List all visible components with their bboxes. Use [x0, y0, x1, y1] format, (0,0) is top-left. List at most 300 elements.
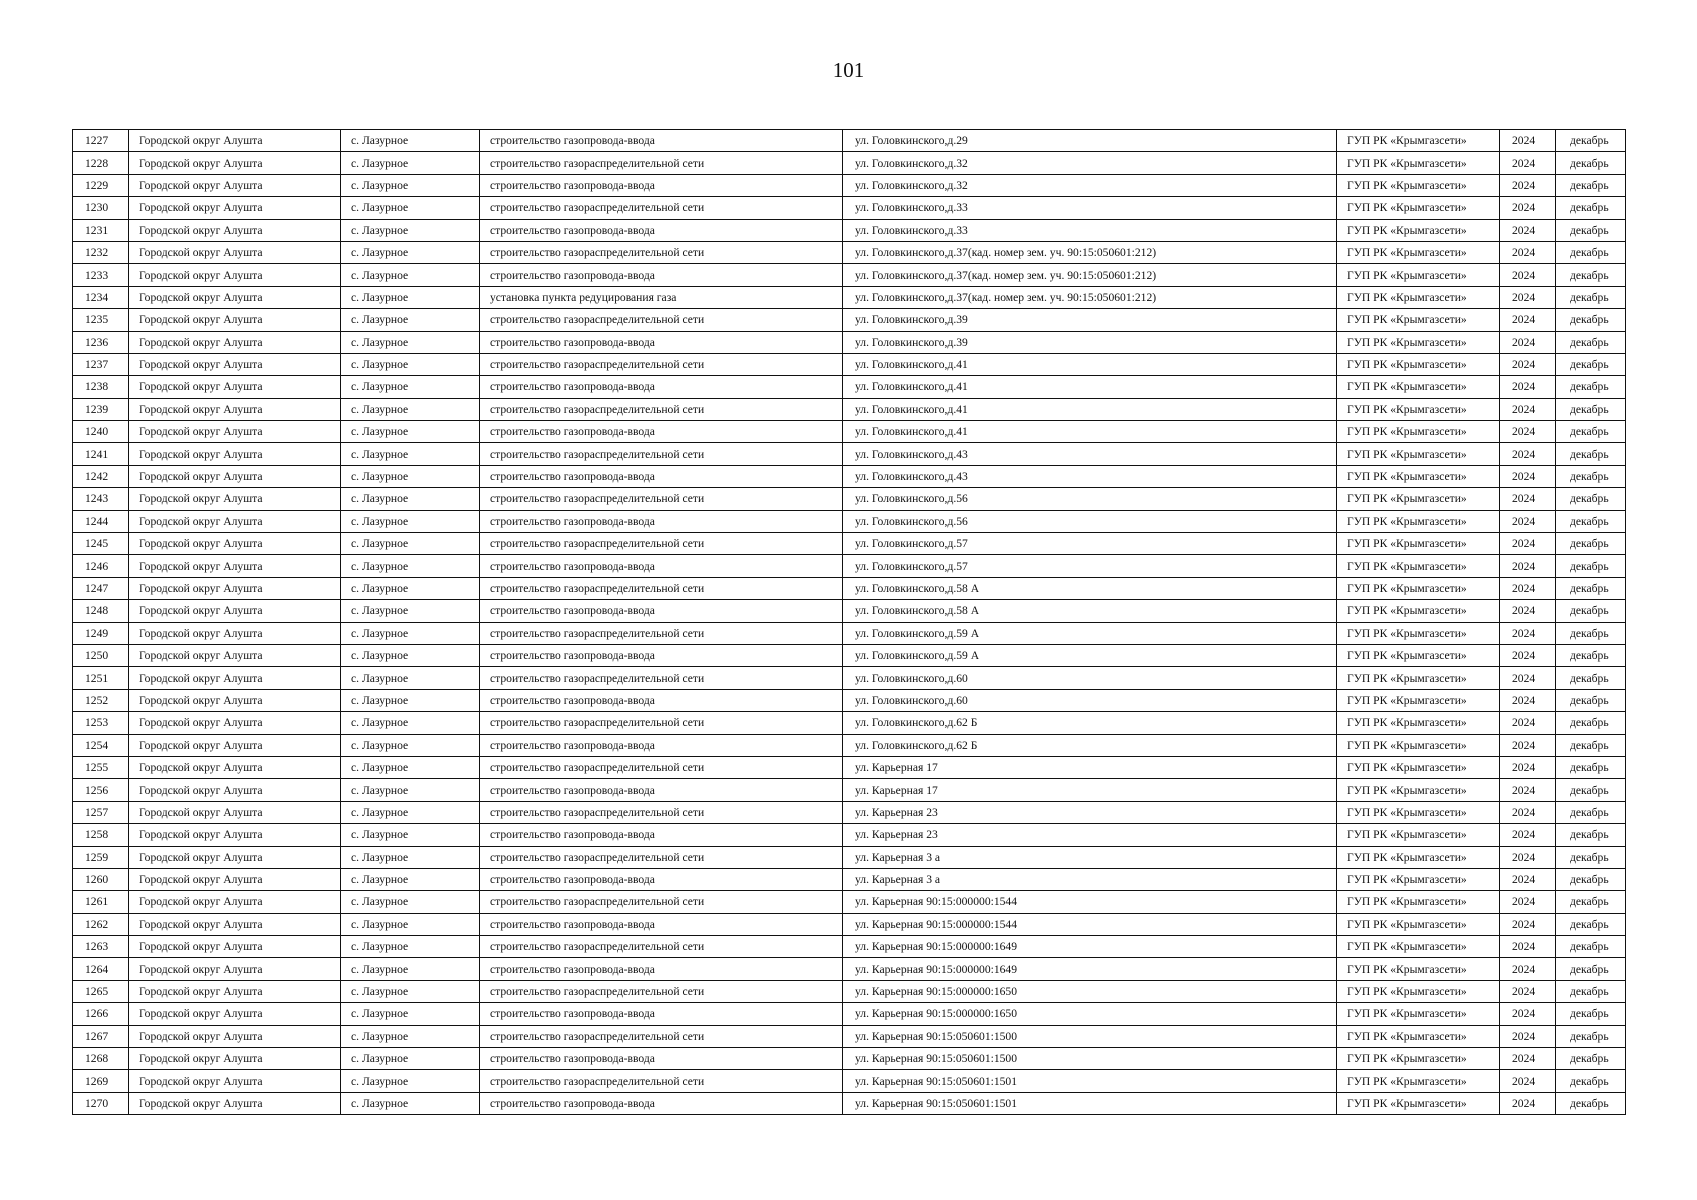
cell-row-number: 1231 [73, 219, 129, 241]
cell-year: 2024 [1500, 331, 1556, 353]
table-row [73, 331, 1626, 353]
cell-row-number: 1254 [73, 734, 129, 756]
cell-address: ул. Головкинского,д.32 [843, 174, 1337, 196]
cell-settlement: с. Лазурное [341, 868, 480, 890]
cell-row-number: 1265 [73, 980, 129, 1002]
cell-address: ул. Карьерная 90:15:050601:1501 [843, 1070, 1337, 1092]
cell-year: 2024 [1500, 264, 1556, 286]
cell-year: 2024 [1500, 152, 1556, 174]
cell-settlement: с. Лазурное [341, 667, 480, 689]
cell-work-type: установка пункта редуцирования газа [480, 286, 843, 308]
cell-year: 2024 [1500, 891, 1556, 913]
cell-settlement: с. Лазурное [341, 824, 480, 846]
cell-row-number: 1255 [73, 756, 129, 778]
cell-address: ул. Головкинского,д.58 А [843, 577, 1337, 599]
cell-work-type: строительство газораспределительной сети [480, 353, 843, 375]
cell-municipality: Городской округ Алушта [129, 958, 341, 980]
cell-organization: ГУП РК «Крымгазсети» [1337, 1025, 1500, 1047]
cell-month: декабрь [1556, 891, 1626, 913]
cell-row-number: 1251 [73, 667, 129, 689]
cell-row-number: 1230 [73, 197, 129, 219]
cell-row-number: 1240 [73, 421, 129, 443]
cell-month: декабрь [1556, 510, 1626, 532]
cell-settlement: с. Лазурное [341, 465, 480, 487]
cell-work-type: строительство газораспределительной сети [480, 488, 843, 510]
table-row [73, 1025, 1626, 1047]
cell-work-type: строительство газораспределительной сети [480, 1025, 843, 1047]
table-row [73, 286, 1626, 308]
cell-settlement: с. Лазурное [341, 1003, 480, 1025]
cell-month: декабрь [1556, 309, 1626, 331]
cell-address: ул. Головкинского,д.41 [843, 421, 1337, 443]
cell-year: 2024 [1500, 913, 1556, 935]
cell-year: 2024 [1500, 756, 1556, 778]
cell-work-type: строительство газораспределительной сети [480, 622, 843, 644]
cell-address: ул. Карьерная 90:15:050601:1500 [843, 1025, 1337, 1047]
cell-work-type: строительство газораспределительной сети [480, 152, 843, 174]
cell-month: декабрь [1556, 1070, 1626, 1092]
cell-settlement: с. Лазурное [341, 622, 480, 644]
cell-row-number: 1270 [73, 1092, 129, 1114]
cell-municipality: Городской округ Алушта [129, 1048, 341, 1070]
cell-organization: ГУП РК «Крымгазсети» [1337, 712, 1500, 734]
cell-row-number: 1247 [73, 577, 129, 599]
cell-settlement: с. Лазурное [341, 846, 480, 868]
cell-year: 2024 [1500, 309, 1556, 331]
cell-month: декабрь [1556, 868, 1626, 890]
cell-work-type: строительство газопровода-ввода [480, 689, 843, 711]
cell-year: 2024 [1500, 622, 1556, 644]
cell-year: 2024 [1500, 1025, 1556, 1047]
cell-year: 2024 [1500, 779, 1556, 801]
cell-address: ул. Карьерная 90:15:000000:1650 [843, 1003, 1337, 1025]
cell-year: 2024 [1500, 936, 1556, 958]
cell-month: декабрь [1556, 421, 1626, 443]
cell-row-number: 1238 [73, 376, 129, 398]
cell-settlement: с. Лазурное [341, 577, 480, 599]
table-row [73, 130, 1626, 152]
cell-organization: ГУП РК «Крымгазсети» [1337, 846, 1500, 868]
cell-work-type: строительство газораспределительной сети [480, 309, 843, 331]
cell-row-number: 1269 [73, 1070, 129, 1092]
cell-month: декабрь [1556, 1025, 1626, 1047]
cell-address: ул. Карьерная 90:15:050601:1501 [843, 1092, 1337, 1114]
table-row [73, 868, 1626, 890]
table-row [73, 309, 1626, 331]
cell-work-type: строительство газопровода-ввода [480, 510, 843, 532]
cell-settlement: с. Лазурное [341, 241, 480, 263]
cell-work-type: строительство газопровода-ввода [480, 421, 843, 443]
cell-municipality: Городской округ Алушта [129, 398, 341, 420]
cell-year: 2024 [1500, 712, 1556, 734]
table-row [73, 152, 1626, 174]
table-row [73, 219, 1626, 241]
cell-address: ул. Карьерная 23 [843, 824, 1337, 846]
table-row [73, 622, 1626, 644]
cell-address: ул. Головкинского,д.39 [843, 331, 1337, 353]
cell-address: ул. Головкинского,д.60 [843, 689, 1337, 711]
cell-row-number: 1245 [73, 533, 129, 555]
table-row [73, 936, 1626, 958]
cell-organization: ГУП РК «Крымгазсети» [1337, 779, 1500, 801]
cell-municipality: Городской округ Алушта [129, 533, 341, 555]
cell-year: 2024 [1500, 353, 1556, 375]
cell-settlement: с. Лазурное [341, 533, 480, 555]
cell-month: декабрь [1556, 353, 1626, 375]
cell-year: 2024 [1500, 219, 1556, 241]
cell-municipality: Городской округ Алушта [129, 219, 341, 241]
cell-municipality: Городской округ Алушта [129, 667, 341, 689]
cell-month: декабрь [1556, 130, 1626, 152]
cell-work-type: строительство газопровода-ввода [480, 779, 843, 801]
cell-settlement: с. Лазурное [341, 936, 480, 958]
cell-work-type: строительство газопровода-ввода [480, 264, 843, 286]
cell-work-type: строительство газораспределительной сети [480, 577, 843, 599]
cell-row-number: 1233 [73, 264, 129, 286]
cell-address: ул. Карьерная 17 [843, 756, 1337, 778]
cell-organization: ГУП РК «Крымгазсети» [1337, 286, 1500, 308]
cell-year: 2024 [1500, 555, 1556, 577]
table-row [73, 577, 1626, 599]
table-row [73, 533, 1626, 555]
cell-month: декабрь [1556, 1092, 1626, 1114]
cell-settlement: с. Лазурное [341, 734, 480, 756]
cell-work-type: строительство газораспределительной сети [480, 712, 843, 734]
cell-address: ул. Головкинского,д.41 [843, 398, 1337, 420]
cell-municipality: Городской округ Алушта [129, 197, 341, 219]
cell-organization: ГУП РК «Крымгазсети» [1337, 130, 1500, 152]
cell-settlement: с. Лазурное [341, 689, 480, 711]
cell-address: ул. Карьерная 23 [843, 801, 1337, 823]
cell-month: декабрь [1556, 644, 1626, 666]
cell-settlement: с. Лазурное [341, 130, 480, 152]
cell-settlement: с. Лазурное [341, 264, 480, 286]
cell-municipality: Городской округ Алушта [129, 936, 341, 958]
cell-municipality: Городской округ Алушта [129, 600, 341, 622]
cell-address: ул. Головкинского,д.41 [843, 353, 1337, 375]
cell-municipality: Городской округ Алушта [129, 130, 341, 152]
cell-year: 2024 [1500, 465, 1556, 487]
table-row [73, 398, 1626, 420]
cell-organization: ГУП РК «Крымгазсети» [1337, 555, 1500, 577]
cell-year: 2024 [1500, 577, 1556, 599]
cell-address: ул. Головкинского,д.62 Б [843, 734, 1337, 756]
cell-municipality: Городской округ Алушта [129, 824, 341, 846]
cell-row-number: 1262 [73, 913, 129, 935]
cell-organization: ГУП РК «Крымгазсети» [1337, 756, 1500, 778]
cell-address: ул. Головкинского,д.59 А [843, 622, 1337, 644]
cell-month: декабрь [1556, 913, 1626, 935]
cell-municipality: Городской округ Алушта [129, 465, 341, 487]
cell-municipality: Городской округ Алушта [129, 801, 341, 823]
cell-address: ул. Головкинского,д.58 А [843, 600, 1337, 622]
cell-organization: ГУП РК «Крымгазсети» [1337, 488, 1500, 510]
cell-work-type: строительство газопровода-ввода [480, 913, 843, 935]
cell-municipality: Городской округ Алушта [129, 152, 341, 174]
cell-settlement: с. Лазурное [341, 1025, 480, 1047]
cell-row-number: 1256 [73, 779, 129, 801]
cell-work-type: строительство газопровода-ввода [480, 1048, 843, 1070]
cell-organization: ГУП РК «Крымгазсети» [1337, 1048, 1500, 1070]
cell-organization: ГУП РК «Крымгазсети» [1337, 421, 1500, 443]
cell-row-number: 1264 [73, 958, 129, 980]
cell-month: декабрь [1556, 667, 1626, 689]
cell-work-type: строительство газораспределительной сети [480, 398, 843, 420]
cell-work-type: строительство газораспределительной сети [480, 756, 843, 778]
cell-month: декабрь [1556, 465, 1626, 487]
cell-month: декабрь [1556, 443, 1626, 465]
cell-year: 2024 [1500, 130, 1556, 152]
cell-year: 2024 [1500, 667, 1556, 689]
cell-address: ул. Головкинского,д.56 [843, 510, 1337, 532]
cell-work-type: строительство газораспределительной сети [480, 801, 843, 823]
cell-month: декабрь [1556, 264, 1626, 286]
cell-work-type: строительство газопровода-ввода [480, 376, 843, 398]
cell-organization: ГУП РК «Крымгазсети» [1337, 465, 1500, 487]
cell-municipality: Городской округ Алушта [129, 264, 341, 286]
cell-address: ул. Карьерная 90:15:000000:1544 [843, 891, 1337, 913]
cell-settlement: с. Лазурное [341, 779, 480, 801]
table-row [73, 600, 1626, 622]
cell-month: декабрь [1556, 846, 1626, 868]
cell-year: 2024 [1500, 644, 1556, 666]
cell-row-number: 1248 [73, 600, 129, 622]
cell-settlement: с. Лазурное [341, 555, 480, 577]
table-row [73, 644, 1626, 666]
cell-municipality: Городской округ Алушта [129, 846, 341, 868]
cell-year: 2024 [1500, 443, 1556, 465]
cell-settlement: с. Лазурное [341, 421, 480, 443]
cell-municipality: Городской округ Алушта [129, 980, 341, 1002]
cell-settlement: с. Лазурное [341, 913, 480, 935]
cell-municipality: Городской округ Алушта [129, 331, 341, 353]
cell-row-number: 1268 [73, 1048, 129, 1070]
cell-row-number: 1237 [73, 353, 129, 375]
cell-row-number: 1259 [73, 846, 129, 868]
cell-work-type: строительство газопровода-ввода [480, 868, 843, 890]
cell-address: ул. Головкинского,д.56 [843, 488, 1337, 510]
cell-month: декабрь [1556, 958, 1626, 980]
cell-organization: ГУП РК «Крымгазсети» [1337, 824, 1500, 846]
table-row [73, 712, 1626, 734]
cell-row-number: 1249 [73, 622, 129, 644]
table-row [73, 1003, 1626, 1025]
cell-year: 2024 [1500, 980, 1556, 1002]
cell-row-number: 1227 [73, 130, 129, 152]
cell-settlement: с. Лазурное [341, 958, 480, 980]
cell-organization: ГУП РК «Крымгазсети» [1337, 734, 1500, 756]
cell-municipality: Городской округ Алушта [129, 577, 341, 599]
cell-month: декабрь [1556, 824, 1626, 846]
cell-month: декабрь [1556, 1003, 1626, 1025]
cell-month: декабрь [1556, 980, 1626, 1002]
cell-municipality: Городской округ Алушта [129, 1070, 341, 1092]
cell-settlement: с. Лазурное [341, 1070, 480, 1092]
cell-year: 2024 [1500, 1070, 1556, 1092]
cell-row-number: 1263 [73, 936, 129, 958]
cell-month: декабрь [1556, 756, 1626, 778]
cell-year: 2024 [1500, 488, 1556, 510]
cell-organization: ГУП РК «Крымгазсети» [1337, 398, 1500, 420]
cell-organization: ГУП РК «Крымгазсети» [1337, 980, 1500, 1002]
cell-organization: ГУП РК «Крымгазсети» [1337, 600, 1500, 622]
cell-work-type: строительство газопровода-ввода [480, 219, 843, 241]
cell-year: 2024 [1500, 510, 1556, 532]
cell-organization: ГУП РК «Крымгазсети» [1337, 1003, 1500, 1025]
cell-row-number: 1241 [73, 443, 129, 465]
table-row [73, 241, 1626, 263]
cell-work-type: строительство газопровода-ввода [480, 824, 843, 846]
table-row [73, 824, 1626, 846]
cell-organization: ГУП РК «Крымгазсети» [1337, 913, 1500, 935]
table-row [73, 264, 1626, 286]
cell-year: 2024 [1500, 398, 1556, 420]
cell-month: декабрь [1556, 241, 1626, 263]
cell-row-number: 1244 [73, 510, 129, 532]
cell-month: декабрь [1556, 779, 1626, 801]
cell-organization: ГУП РК «Крымгазсети» [1337, 510, 1500, 532]
cell-address: ул. Карьерная 3 а [843, 868, 1337, 890]
cell-year: 2024 [1500, 197, 1556, 219]
cell-organization: ГУП РК «Крымгазсети» [1337, 577, 1500, 599]
cell-address: ул. Головкинского,д.57 [843, 533, 1337, 555]
cell-row-number: 1257 [73, 801, 129, 823]
cell-municipality: Городской округ Алушта [129, 689, 341, 711]
cell-row-number: 1232 [73, 241, 129, 263]
cell-settlement: с. Лазурное [341, 353, 480, 375]
table-row [73, 197, 1626, 219]
cell-month: декабрь [1556, 577, 1626, 599]
cell-address: ул. Карьерная 90:15:000000:1650 [843, 980, 1337, 1002]
cell-work-type: строительство газораспределительной сети [480, 241, 843, 263]
cell-organization: ГУП РК «Крымгазсети» [1337, 264, 1500, 286]
table-body [73, 130, 1626, 1115]
page-number: 101 [832, 58, 865, 82]
cell-address: ул. Головкинского,д.37(кад. номер зем. уч. 90:15:050601:212) [843, 286, 1337, 308]
cell-municipality: Городской округ Алушта [129, 712, 341, 734]
cell-row-number: 1239 [73, 398, 129, 420]
cell-municipality: Городской округ Алушта [129, 286, 341, 308]
cell-settlement: с. Лазурное [341, 1048, 480, 1070]
cell-address: ул. Карьерная 90:15:000000:1544 [843, 913, 1337, 935]
cell-year: 2024 [1500, 1003, 1556, 1025]
cell-settlement: с. Лазурное [341, 331, 480, 353]
cell-municipality: Городской округ Алушта [129, 734, 341, 756]
cell-municipality: Городской округ Алушта [129, 510, 341, 532]
cell-municipality: Городской округ Алушта [129, 1025, 341, 1047]
cell-month: декабрь [1556, 398, 1626, 420]
cell-row-number: 1229 [73, 174, 129, 196]
table-row [73, 174, 1626, 196]
cell-address: ул. Головкинского,д.59 А [843, 644, 1337, 666]
table-row [73, 555, 1626, 577]
cell-organization: ГУП РК «Крымгазсети» [1337, 174, 1500, 196]
cell-year: 2024 [1500, 1048, 1556, 1070]
table-row [73, 689, 1626, 711]
cell-year: 2024 [1500, 1092, 1556, 1114]
cell-settlement: с. Лазурное [341, 152, 480, 174]
table-row [73, 667, 1626, 689]
gas-works-table [72, 129, 1626, 1115]
cell-row-number: 1266 [73, 1003, 129, 1025]
cell-year: 2024 [1500, 868, 1556, 890]
cell-organization: ГУП РК «Крымгазсети» [1337, 891, 1500, 913]
cell-year: 2024 [1500, 174, 1556, 196]
cell-municipality: Городской округ Алушта [129, 443, 341, 465]
cell-settlement: с. Лазурное [341, 443, 480, 465]
cell-municipality: Городской округ Алушта [129, 555, 341, 577]
cell-year: 2024 [1500, 801, 1556, 823]
cell-month: декабрь [1556, 197, 1626, 219]
cell-municipality: Городской округ Алушта [129, 421, 341, 443]
cell-settlement: с. Лазурное [341, 309, 480, 331]
cell-month: декабрь [1556, 600, 1626, 622]
cell-organization: ГУП РК «Крымгазсети» [1337, 622, 1500, 644]
cell-month: декабрь [1556, 286, 1626, 308]
cell-organization: ГУП РК «Крымгазсети» [1337, 801, 1500, 823]
table-row [73, 734, 1626, 756]
cell-year: 2024 [1500, 824, 1556, 846]
cell-address: ул. Головкинского,д.32 [843, 152, 1337, 174]
cell-address: ул. Карьерная 90:15:000000:1649 [843, 936, 1337, 958]
cell-year: 2024 [1500, 600, 1556, 622]
cell-address: ул. Карьерная 90:15:050601:1500 [843, 1048, 1337, 1070]
cell-settlement: с. Лазурное [341, 756, 480, 778]
cell-row-number: 1236 [73, 331, 129, 353]
cell-address: ул. Головкинского,д.33 [843, 197, 1337, 219]
cell-municipality: Городской округ Алушта [129, 913, 341, 935]
cell-organization: ГУП РК «Крымгазсети» [1337, 219, 1500, 241]
cell-month: декабрь [1556, 622, 1626, 644]
cell-municipality: Городской округ Алушта [129, 174, 341, 196]
cell-work-type: строительство газопровода-ввода [480, 1092, 843, 1114]
cell-settlement: с. Лазурное [341, 801, 480, 823]
cell-work-type: строительство газораспределительной сети [480, 980, 843, 1002]
cell-month: декабрь [1556, 1048, 1626, 1070]
table-row [73, 488, 1626, 510]
cell-row-number: 1228 [73, 152, 129, 174]
cell-organization: ГУП РК «Крымгазсети» [1337, 1070, 1500, 1092]
table-row [73, 353, 1626, 375]
cell-month: декабрь [1556, 219, 1626, 241]
cell-settlement: с. Лазурное [341, 891, 480, 913]
table-row [73, 779, 1626, 801]
cell-work-type: строительство газопровода-ввода [480, 1003, 843, 1025]
cell-year: 2024 [1500, 689, 1556, 711]
cell-municipality: Городской округ Алушта [129, 756, 341, 778]
cell-row-number: 1252 [73, 689, 129, 711]
cell-row-number: 1253 [73, 712, 129, 734]
cell-month: декабрь [1556, 734, 1626, 756]
cell-organization: ГУП РК «Крымгазсети» [1337, 533, 1500, 555]
cell-month: декабрь [1556, 152, 1626, 174]
cell-municipality: Городской округ Алушта [129, 1092, 341, 1114]
cell-address: ул. Карьерная 17 [843, 779, 1337, 801]
cell-settlement: с. Лазурное [341, 219, 480, 241]
cell-municipality: Городской округ Алушта [129, 488, 341, 510]
cell-address: ул. Головкинского,д.43 [843, 465, 1337, 487]
cell-address: ул. Головкинского,д.33 [843, 219, 1337, 241]
cell-month: декабрь [1556, 376, 1626, 398]
cell-month: декабрь [1556, 801, 1626, 823]
cell-month: декабрь [1556, 936, 1626, 958]
table-row [73, 376, 1626, 398]
cell-address: ул. Головкинского,д.29 [843, 130, 1337, 152]
cell-work-type: строительство газопровода-ввода [480, 555, 843, 577]
cell-year: 2024 [1500, 734, 1556, 756]
cell-month: декабрь [1556, 689, 1626, 711]
table-row [73, 1070, 1626, 1092]
